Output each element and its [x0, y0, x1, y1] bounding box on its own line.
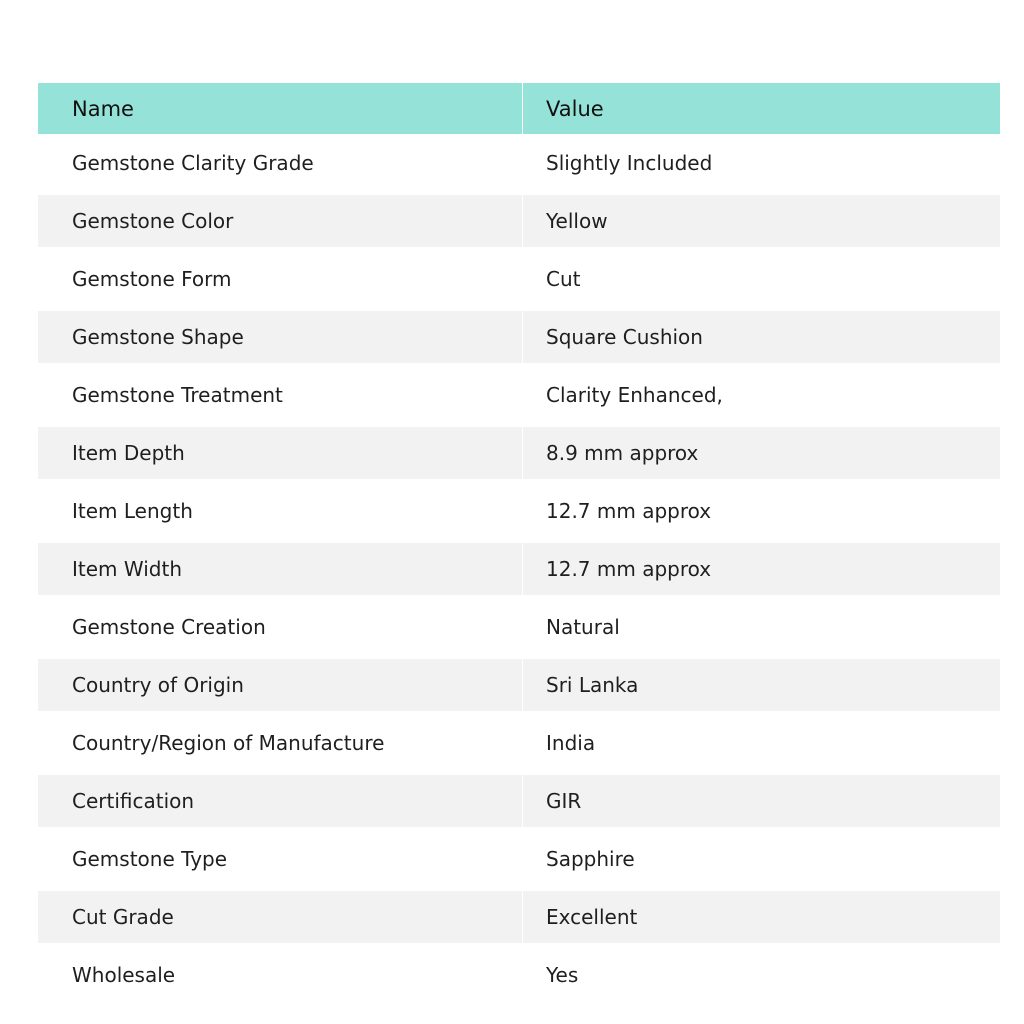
row-name-cell: Country/Region of Manufacture [38, 714, 523, 772]
row-value-cell: Yes [546, 963, 579, 987]
row-value-cell: 8.9 mm approx [523, 427, 1000, 479]
row-name-cell: Certification [38, 775, 523, 827]
row-value-cell: Excellent [523, 891, 1000, 943]
row-name-cell: Gemstone Creation [38, 598, 523, 656]
row-name-cell: Gemstone Type [38, 830, 523, 888]
row-value-cell: Cut [546, 267, 581, 291]
table-row [38, 134, 1000, 192]
table-header-row [38, 83, 1000, 134]
header-name-cell: Name [38, 83, 523, 134]
row-name-cell: Wholesale [38, 946, 523, 1004]
row-name-cell: Item Length [38, 482, 523, 540]
table-row [38, 366, 1000, 424]
row-value-cell: Square Cushion [523, 311, 1000, 363]
row-value-cell: 12.7 mm approx [523, 543, 1000, 595]
table-row [38, 308, 1000, 366]
row-name-cell: Gemstone Color [38, 195, 523, 247]
row-value-cell: Sapphire [546, 847, 635, 871]
table-row [38, 482, 1000, 540]
table-row [38, 656, 1000, 714]
table-row [38, 540, 1000, 598]
table-row [38, 946, 1000, 1004]
table-body [38, 134, 1000, 1004]
row-value-cell: 12.7 mm approx [546, 499, 712, 523]
table-row [38, 250, 1000, 308]
header-value-cell: Value [523, 83, 1000, 134]
row-value-cell: Yellow [523, 195, 1000, 247]
row-name-cell: Gemstone Clarity Grade [38, 134, 523, 192]
table-row [38, 598, 1000, 656]
specifications-table [38, 83, 1000, 1004]
table-row [38, 424, 1000, 482]
table-row [38, 830, 1000, 888]
row-value-cell: GIR [523, 775, 1000, 827]
row-name-cell: Gemstone Shape [38, 311, 523, 363]
table-row [38, 714, 1000, 772]
table-row [38, 192, 1000, 250]
row-name-cell: Gemstone Treatment [38, 366, 523, 424]
table-row [38, 888, 1000, 946]
row-value-cell: Clarity Enhanced, [546, 383, 723, 407]
row-value-cell: Sri Lanka [523, 659, 1000, 711]
row-name-cell: Item Width [38, 543, 523, 595]
row-name-cell: Item Depth [38, 427, 523, 479]
row-value-cell: India [546, 731, 596, 755]
row-value-cell: Natural [546, 615, 620, 639]
row-name-cell: Cut Grade [38, 891, 523, 943]
row-name-cell: Gemstone Form [38, 250, 523, 308]
row-value-cell: Slightly Included [546, 151, 713, 175]
table-row [38, 772, 1000, 830]
row-name-cell: Country of Origin [38, 659, 523, 711]
